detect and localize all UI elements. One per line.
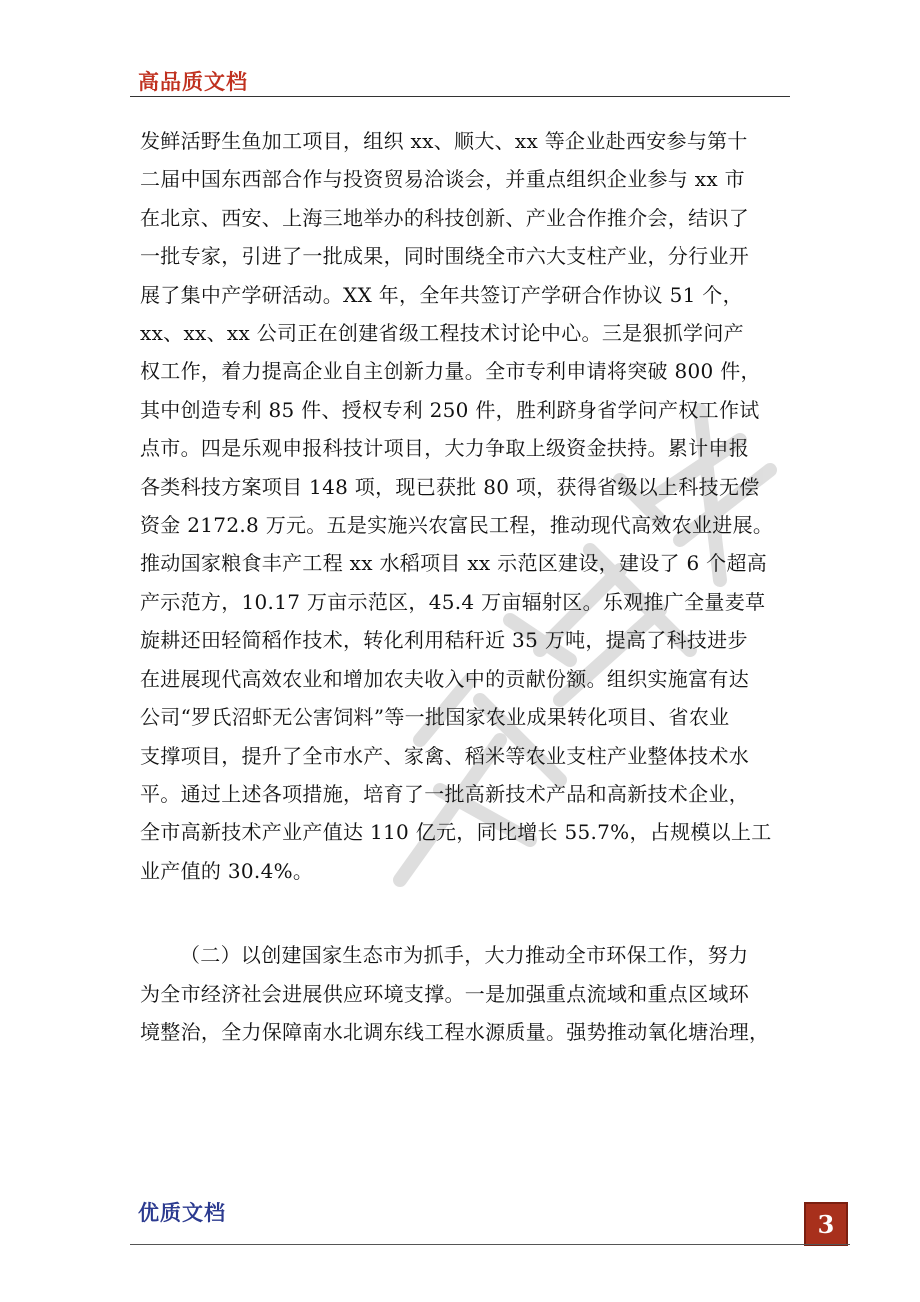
paragraph-gap [140, 890, 795, 936]
footer-title: 优质文档 [138, 1201, 226, 1225]
header-title: 高品质文档 [138, 70, 248, 94]
document-body [140, 122, 795, 1051]
text-line: 在北京、西安、上海三地举办的科技创新、产业合作推介会，结识了 [140, 205, 749, 230]
text-line: 境整治，全力保障南水北调东线工程水源质量。强势推动氧化塘治理， [140, 1019, 770, 1044]
footer-divider [130, 1244, 850, 1245]
text-line: 权工作，着力提高企业自主创新力量。全市专利申请将突破 800 件， [140, 359, 761, 384]
text-line: 支撑项目，提升了全市水产、家禽、稻米等农业支柱产业整体技术水 [140, 743, 749, 768]
text-line: 推动国家粮食丰产工程 xx 水稻项目 xx 示范区建设，建设了 6 个超高 [140, 551, 768, 576]
text-line: 一批专家，引进了一批成果，同时围绕全市六大支柱产业，分行业开 [140, 244, 749, 269]
text-line: 资金 2172.8 万元。五是实施兴农富民工程，推动现代高效农业进展。 [140, 513, 774, 538]
text-line: 其中创造专利 85 件、授权专利 250 件，胜利跻身省学问产权工作试 [140, 397, 760, 422]
text-line: 公司“罗氏沼虾无公害饲料”等一批国家农业成果转化项目、省农业 [140, 705, 730, 730]
text-line: 为全市经济社会进展供应环境支撑。一是加强重点流域和重点区域环 [140, 981, 749, 1006]
text-line: 平。通过上述各项措施，培育了一批高新技术产品和高新技术企业， [140, 781, 749, 806]
page-number: 3 [817, 1209, 835, 1239]
text-line: 产示范方，10.17 万亩示范区，45.4 万亩辐射区。乐观推广全量麦草 [140, 589, 766, 614]
text-line: 展了集中产学研活动。XX 年，全年共签订产学研合作协议 51 个， [140, 282, 743, 307]
page-number-badge [804, 1202, 848, 1246]
text-line: 旋耕还田轻简稻作技术，转化利用秸秆近 35 万吨，提高了科技进步 [140, 628, 748, 653]
text-line: （二）以创建国家生态市为抓手，大力推动全市环保工作，努力 [180, 943, 749, 968]
text-line: 各类科技方案项目 148 项，现已获批 80 项，获得省级以上科技无偿 [140, 474, 760, 499]
text-line: 点市。四是乐观申报科技计项目，大力争取上级资金扶持。累计申报 [140, 436, 749, 461]
text-line: 业产值的 30.4%。 [140, 858, 314, 883]
header-divider [130, 96, 790, 97]
text-line: 全市高新技术产业产值达 110 亿元，同比增长 55.7%，占规模以上工 [140, 820, 772, 845]
text-line: 在进展现代高效农业和增加农夫收入中的贡献份额。组织实施富有达 [140, 666, 749, 691]
text-line: 发鲜活野生鱼加工项目，组织 xx、顺大、xx 等企业赴西安参与第十 [140, 129, 748, 153]
text-line: xx、xx、xx 公司正在创建省级工程技术讨论中心。三是狠抓学问产 [140, 321, 744, 346]
text-line: 二届中国东西部合作与投资贸易洽谈会，并重点组织企业参与 xx 市 [140, 167, 745, 192]
